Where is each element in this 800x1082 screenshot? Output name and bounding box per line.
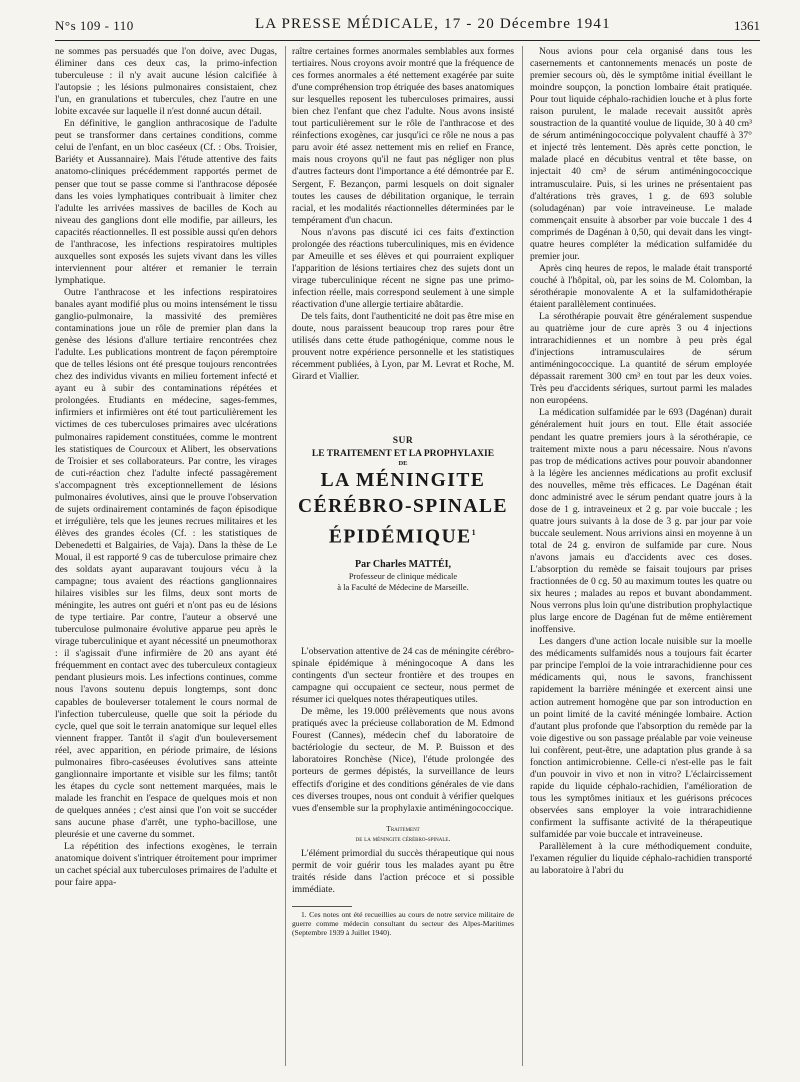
column-2-bottom [292, 646, 514, 937]
paragraph: De même, les 19.000 prélèvements que nous avons pratiqués avec la précieuse collaboration de M. Edmond Fourest (Cannes), médecin chef du laboratoire de bactériologie du secteur, de M. P. Buisson et des laboratoires Ronchèse (Nice), l'étude prolongée des porteurs de germes dépistés, la surveillance de leurs effectifs d'origine et des conditions générales de vie dans ces diverses troupes, nous ont conduit à vérifier quelques vues d'ensemble sur la prophylaxie antiméningococcique. [292, 706, 514, 814]
page-number: 1361 [734, 18, 760, 33]
author-byline: Par Charles MATTÉI, [354, 558, 451, 570]
paragraph: La sérothérapie pouvait être généralement suspendue au quatrième jour de cure après 3 ou 4 injections intrarachidiennes et un nombre à peu près égal d'injections intramusculaires de sérum antiméningococcique. La quantité de sérum employée dépassait rarement 300 cm³ en tout par les deux voies. Très peu d'accidents sériques, surtout parmi les malades non européens. [530, 311, 752, 407]
author-affiliation: à la Faculté de Médecine de Marseille. [337, 581, 469, 592]
paragraph: raître certaines formes anormales semblables aux formes tertiaires. Nous croyons avoir montré que la fréquence de ces formes anormales a été nettement exagérée par suite d'une compréhension trop étriquée des bases anatomiques sur lesquelles reposent les tuberculoses primaires, aussi bien chez l'enfant que chez l'adulte. Nous avons insisté tout particulièrement sur le rôle de l'anthracose et des réinfections exogènes, car jusqu'ici ce rôle ne nous a pas paru avoir été assez nettement mis en relief en France, mais nous croyons qu'il ne faut pas négliger non plus d'autres facteurs dont l'importance a été démontrée par E. Sergent, F. Bezançon, parmi lesquels on doit signaler toutes les causes de débilitation organique, le terrain racial, et les modalités réactionnelles déterminées par le tempérament d'un chacun. [292, 46, 514, 226]
article-de: DE [398, 460, 408, 467]
paragraph: Nous avions pour cela organisé dans tous les casernements et cantonnements menacés un poste de premier secours où, dès le symptôme initial éveillant le moindre soupçon, la ponction lombaire était pratiquée. Pour tout liquide céphalo-rachidien louche et à plus forte raison purulent, le malade recevait aussitôt après soustraction de la quantité voulue de liquide, 30 à 40 cm³ de sérum antiméningococcique polyvalent chauffé à 37° et injecté très lentement. Dès après cette ponction, le malade placé en décubitus ventral et tête basse, on injectait 40 cm³ de sérum antiméningococcique intramusculaire. Puis, si les urines ne présentaient pas d'altérations très graves, 1 g. de 693 soluble (soludagénan) par voie intraveineuse. Le malade commençait ensuite à absorber par voie buccale 1 des 4 comprimés de Dagénan à 0,50, qui devait dans les vingt-quatre heures compléter la médication sulfamidée du premier jour. [530, 46, 752, 262]
section-title [292, 824, 514, 844]
paragraph: La médication sulfamidée par le 693 (Dagénan) durait généralement huit jours en tout. Elle était associée pendant les quatre premiers jours à la sérothérapie, ce traitement mixte nous a paru nécessaire. Nous n'avons pas trop de médications actives pour pouvoir abandonner à la légère les anciennes médications au profit exclusif des nouvelles, même très efficaces. Le Dagénan était donc administré avec le sérum pendant quatre jours à la dose de 1 g. intraveineux et 2 g. par voie buccale ; les quatre jours suivants à la dose de 3 g. par jour par voie buccale seulement. Nous arrivions ainsi en moyenne à un total de 24 g. environ de sulfamide par cure. Nous n'avons jamais eu d'accidents avec ces doses. L'absorption du remède se faisait toujours par prises fractionnées de 0 cg. 50 au maximum toutes les quatre ou six heures ; malades au repos et buvant abondamment. Nous verrons plus loin qu'une distribution prophylactique plus large encore de Dagénan fut de même entièrement inoffensive. [530, 407, 752, 636]
paragraph: En définitive, le ganglion anthracosique de l'adulte peut se transformer dans certaines conditions, comme celui de l'enfant, en un bloc caséeux (Cf. : Obs. Troisier, Bariéty et Aussannaire). Mais l'étude attentive des faits anatomo-cliniques précédemment rapportés permet de penser que tout se passe comme si l'anthracose déposée dans les voies lymphatiques contribuait à limiter chez l'adulte les arrivées massives de bacilles de Koch au niveau des ganglions dont elle modifie, par ailleurs, les capacités réactionnelles. Il est possible aussi qu'en dehors de l'anthracose, les infections respiratoires multiples auxquelles sont exposés les sujets vivant dans les villes interviennent pour altérer et remanier le terrain lymphatique. [55, 118, 277, 286]
paragraph: Outre l'anthracose et les infections respiratoires banales ayant modifié plus ou moins intensément le tissu ganglio-pulmonaire, la massivité des premières contaminations joue un rôle de premier plan dans la genèse des lésions d'allure tertiaire rencontrées chez l'adulte. Les publications montrent de façon péremptoire que de telles lésions ont été presque toujours rencontrées chez des individus vivants en milieu fortement infecté et ayant eu à subir des contaminations répétées et prolongées. Etudiants en médecine, sages-femmes, infirmiers et infirmières ont été tout particulièrement les victimes de ces tuberculoses primaires avec ulcérations pulmonaires rapidement constituées, comme le montrent les statistiques de Courcoux et Alibert, les observations de Troisier et ses collaborateurs. Par contre, les virages de cuti-réaction chez l'adulte infecté passagèrement s'accompagnent très exceptionnellement de lésions pulmonaires évolutives, ainsi que le prouve l'observation de sujets ordinairement contaminés de façon épisodique et irrégulière, tels que les jeunes recrues militaires et les élèves des grandes écoles (Cf. : les statistiques de Debenedetti et Balgairies, de Vaja). Dans la thèse de Le Moual, il est rapporté 9 cas de tuberculose primaire chez des soldats ayant auparavant toujours vécu à la campagne; tous avaient des réactions ganglionnaires hilaires visibles sur les films, deux sont morts de méningite, les autres ont guéri et n'ont pas eu de lésions de type tertiaire. Par contre, l'auteur a observé une tuberculose pulmonaire évolutive apparue peu après le virage tuberculinique et ayant nécessité un pneumothorax : il s'agissait d'une infirmière de 20 ans ayant été fréquemment en contact avec des tuberculeux contagieux pendant plusieurs mois. Les infections continues, comme nous l'avons soutenu depuis longtemps, sont donc capables de bouleverser totalement le cours normal de l'infection tuberculeuse, quelle que soit la période du cycle, quel que soit le terrain anatomique sur lequel elles viennent frapper. Tantôt il s'agit d'un bouleversement réel, avec apparition, en période primaire, de lésions pulmonaires fibro-caséeuses évolutives sans atteinte ganglionnaire importante et visible sur les films; tantôt les étapes du cycle sont nettement marquées, mais le malade les franchit en l'espace de quelques mois et non de quelques années ; c'est ainsi que l'on voit se succéder sans aucune phase d'arrêt, une typho-bacillose, une pleurésie et une caverne du sommet. [55, 286, 277, 841]
paragraph: ne sommes pas persuadés que l'on doive, avec Dugas, éliminer dans ces deux cas, la primo-infection tuberculeuse : il n'y avait aucune lésion calcifiée à l'autopsie ; les lésions pulmonaires consistaient, chez l'un, en granulations et tubercules, chez l'autre en une lobite excavée sur laquelle il n'est donné aucun détail. [55, 46, 277, 118]
paragraph: L'élément primordial du succès thérapeutique qui nous permit de voir guérir tous les malades ayant pu être traités réside dans l'action précoce et si possible immédiate. [292, 847, 514, 895]
column-3 [530, 46, 752, 1066]
paragraph: Les dangers d'une action locale nuisible sur la moelle des médicaments sulfamidés nous a toujours fait écarter par principe l'emploi de la voie intrarachidienne pour ces médicaments qui, nous le savons, franchissent rapidement la barrière méningée et exercent ainsi une action autrement homogène que par son introduction en un point limité de la cavité méningée lombaire. Action d'autant plus profonde que l'absorption du remède par la voie digestive ou son passage préalable par voie veineuse lui confèrent, peut-être, une adaptation plus grande à sa fonction antimicrobienne. Celle-ci n'est-elle pas le fait d'un pouvoir in vivo et non in vitro? L'éclaircissement rapide du liquide céphalo-rachidien, l'amélioration de tous les symptômes initiaux et les guérisons précoces observées sans employer la voie intrarachidienne confirment la suffisante activité de la thérapeutique sulfamidée par voie buccale et intraveineuse. [530, 636, 752, 841]
article-subtitle: LE TRAITEMENT ET LA PROPHYLAXIE [311, 449, 495, 459]
footnote: 1. Ces notes ont été recueillies au cours de notre service militaire de guerre comme médecin consultant du secteur des Alpes-Maritimes (Septembre 1939 à Juillet 1940). [292, 909, 514, 938]
article-title-line2: CÉRÉBRO-SPINALE [298, 496, 508, 517]
paragraph: Après cinq heures de repos, le malade était transporté couché à l'hôpital, où, par les soins de M. Colomban, la sérothérapie monovalente A et la sulfamidothérapie étaient parallèlement continuées. [530, 262, 752, 310]
article-title-line3: ÉPIDÉMIQUE$^1$ [328, 526, 478, 548]
section-title-line2: de la méningite cérébro-spinale. [355, 833, 451, 843]
column-1 [55, 46, 277, 1066]
section-title-line1: Traitement [386, 823, 420, 833]
issue-number: N°s 109 - 110 [55, 18, 134, 33]
paragraph: Nous n'avons pas discuté ici ces faits d'extinction prolongée des réactions tuberculiniques, mis en évidence par Ameuille et ses élèves et qui pourraient expliquer l'apparition de lésions tertiaires chez des sujets dont un virage tuberculinique récent ne signe pas une primo-infection réelle, mais correspond seulement à une simple réactivation d'une allergie tertiaire abâtardie. [292, 226, 514, 310]
paragraph: De tels faits, dont l'authenticité ne doit pas être mise en doute, nous paraissent beaucoup trop rares pour être utilisés dans cette étude pathogénique, comme nous le prouvent notre expérience personnelle et les statistiques récemment publiées, à Lyon, par M. Levrat et Roche, M. Girard et Viallier. [292, 311, 514, 383]
article-title-block [292, 436, 514, 592]
column-2-top [292, 46, 514, 421]
article-title-line1: LA MÉNINGITE [320, 470, 486, 491]
footnote-mark: 1 [471, 528, 478, 537]
paragraph: Parallèlement à la cure méthodiquement conduite, l'examen régulier du liquide céphalo-rachidien transporté au laboratoire à l'abri du [530, 841, 752, 877]
journal-title-date: LA PRESSE MÉDICALE, 17 - 20 Décembre 1941 [255, 16, 611, 32]
paragraph: La répétition des infections exogènes, le terrain anatomique doivent s'intriquer étroitement pour imprimer un cachet spécial aux tuberculoses primaires de l'adulte et pour faire appa- [55, 841, 277, 889]
author-affiliation: Professeur de clinique médicale [348, 570, 458, 581]
column-divider [285, 46, 286, 1066]
paragraph: L'observation attentive de 24 cas de méningite cérébro-spinale épidémique à méningocoque A dans les contingents d'un secteur frontière et des troupes en campagne qui occupaient ce secteur, nous permet de résumer ici quelques notes thérapeutiques utiles. [292, 646, 514, 706]
footnote-rule [292, 906, 352, 907]
article-pre-title: SUR [392, 436, 414, 446]
page-header [55, 14, 760, 41]
column-divider [522, 46, 523, 1066]
